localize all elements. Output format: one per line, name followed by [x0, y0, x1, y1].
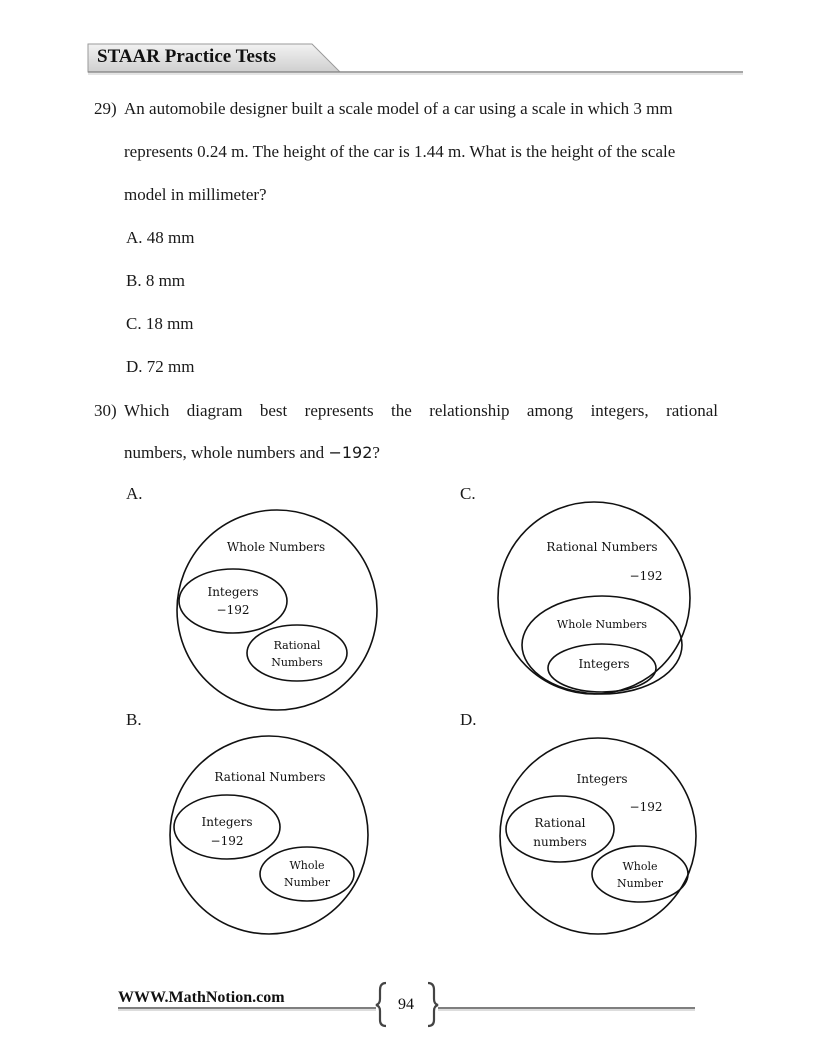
q29-option-b[interactable]: B. 8 mm — [126, 271, 186, 290]
page-header-title: STAAR Practice Tests — [97, 46, 277, 67]
q30-line-2-suffix: ? — [372, 443, 380, 462]
q30-line-2-text: numbers, whole numbers and — [124, 443, 329, 462]
right-ellipse — [260, 847, 354, 901]
outer-label: Rational Numbers — [214, 770, 326, 784]
q29-line-3: model in millimeter? — [124, 185, 267, 204]
outer-label: Integers — [576, 772, 628, 786]
diagram-b-label[interactable]: B. — [126, 710, 142, 729]
middle-label: Whole Numbers — [556, 618, 648, 631]
left-label-1: Integers — [201, 815, 253, 829]
q29-option-a[interactable]: A. 48 mm — [126, 228, 195, 247]
left-label-1: Rational — [534, 816, 586, 830]
right-ellipse — [592, 846, 688, 902]
q30-number: 30) — [94, 401, 117, 420]
inner-label: Integers — [578, 657, 630, 671]
value-label: −192 — [629, 800, 663, 814]
footer-website: WWW.MathNotion.com — [118, 989, 285, 1006]
right-ellipse — [247, 625, 347, 681]
q30-line-1: Which diagram best represents the relationship among integers, rational — [124, 401, 718, 420]
right-label-2: Number — [284, 876, 330, 889]
q29-line-2: represents 0.24 m. The height of the car is 1.44 m. What is the height of the scale — [124, 142, 676, 161]
q30-math-value: −192 — [328, 443, 373, 462]
middle-ellipse — [522, 596, 682, 694]
venn-diagram-a[interactable] — [160, 505, 400, 715]
header-tab — [0, 0, 816, 90]
right-label-1: Whole — [622, 860, 658, 873]
diagram-a-label[interactable]: A. — [126, 484, 143, 503]
left-label-2: numbers — [533, 835, 587, 849]
outer-circle — [170, 736, 368, 934]
q29-line-1: An automobile designer built a scale model of a car using a scale in which 3 mm — [124, 99, 673, 118]
right-label-2: Numbers — [271, 656, 323, 669]
left-label-2: −192 — [216, 603, 250, 617]
q29-option-d[interactable]: D. 72 mm — [126, 357, 195, 376]
left-ellipse — [179, 569, 287, 633]
q29-number: 29) — [94, 99, 117, 118]
venn-diagram-b[interactable] — [160, 733, 400, 943]
left-label-1: Integers — [207, 585, 259, 599]
page-number: 94 — [398, 996, 414, 1013]
q30-line-2 — [124, 431, 380, 474]
right-label-1: Whole — [289, 859, 325, 872]
diagram-d-label[interactable]: D. — [460, 710, 477, 729]
right-label-2: Number — [617, 877, 663, 890]
outer-circle — [500, 738, 696, 934]
diagram-c-label[interactable]: C. — [460, 484, 476, 503]
value-label: −192 — [629, 569, 663, 583]
left-label-2: −192 — [210, 834, 244, 848]
outer-label: Rational Numbers — [546, 540, 658, 554]
right-label-1: Rational — [273, 639, 321, 652]
outer-label: Whole Numbers — [226, 540, 326, 554]
venn-diagram-c[interactable] — [494, 500, 694, 700]
q29-option-c[interactable]: C. 18 mm — [126, 314, 194, 333]
venn-diagram-d[interactable] — [494, 733, 714, 943]
